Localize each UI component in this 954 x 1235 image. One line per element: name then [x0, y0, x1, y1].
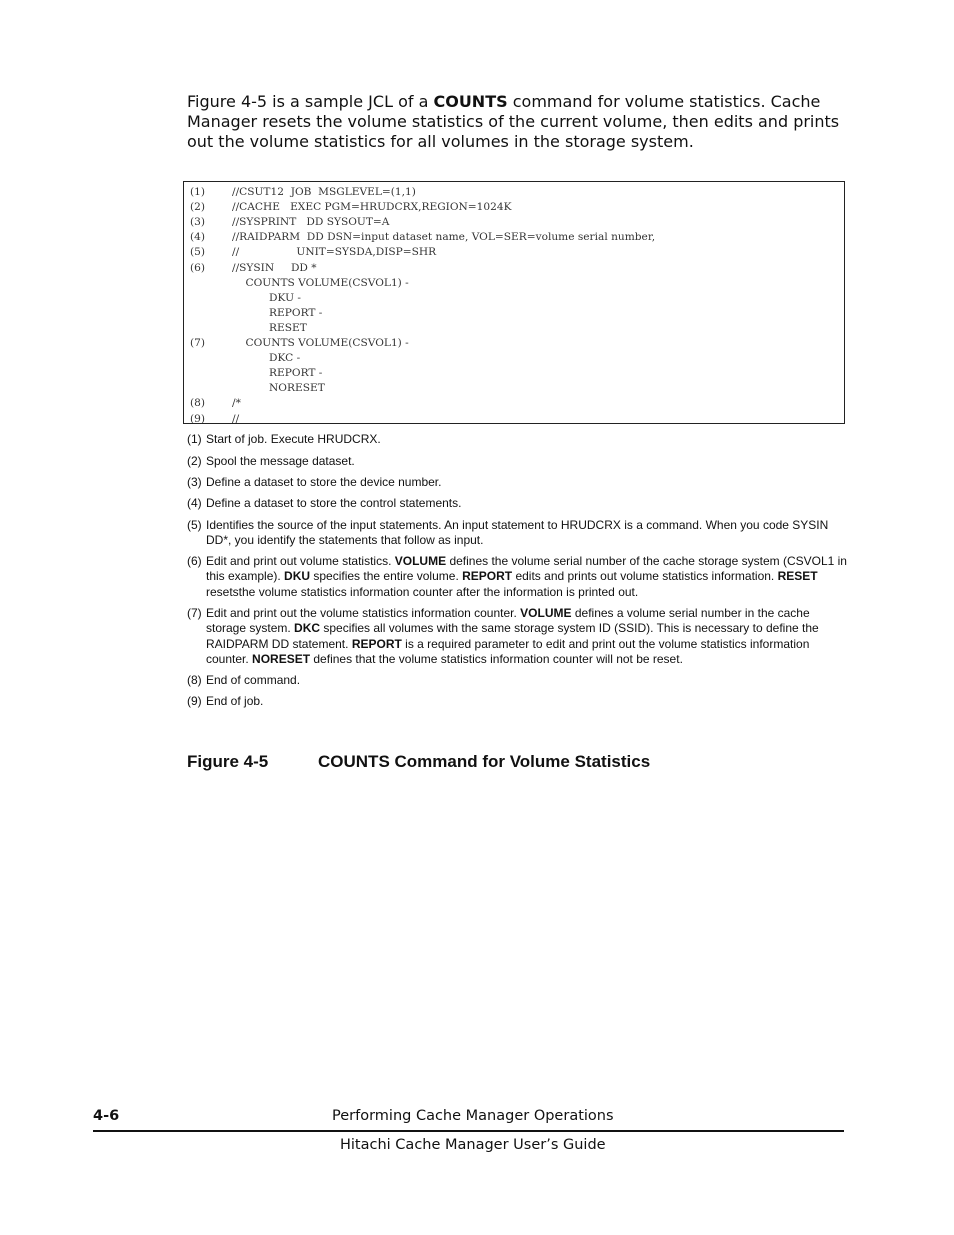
code-line: [190, 366, 322, 381]
code-line: [190, 412, 239, 427]
code-line-text: COUNTS VOLUME(CSVOL1) -: [232, 276, 409, 289]
figure-caption: [187, 751, 651, 773]
code-line-number: (1): [190, 186, 206, 198]
note-text: [206, 606, 847, 667]
code-line-text: NORESET: [232, 382, 325, 395]
note-text-part: specifies all volumes with the same storage system ID (SSID). This is necessary to define the RAIDPARM DD statement.: [206, 621, 819, 651]
code-line: [190, 396, 241, 411]
note-text-part: resetsthe volume statistics information counter after the information is printed out.: [206, 584, 639, 599]
footer-chapter-title: Performing Cache Manager Operations: [332, 1108, 614, 1124]
note-keyword: DKC: [294, 621, 321, 636]
intro-paragraph: [187, 92, 847, 152]
note-text-part: End of job.: [206, 694, 264, 708]
code-line: [190, 261, 317, 276]
note-number: (9): [187, 694, 202, 708]
code-line: [190, 381, 325, 396]
note-item: [187, 673, 847, 688]
code-line: [190, 306, 322, 321]
code-line-text: COUNTS VOLUME(CSVOL1) -: [232, 337, 409, 349]
note-item: [187, 606, 847, 667]
note-text: [206, 673, 847, 688]
note-number: (2): [187, 454, 202, 468]
note-text: [206, 694, 847, 709]
footer-rule: [93, 1130, 844, 1132]
code-line-text: REPORT -: [232, 367, 323, 380]
jcl-code-box: [183, 181, 845, 424]
note-item: [187, 694, 847, 709]
intro-prefix: Figure 4-5 is a sample JCL of a: [187, 92, 434, 111]
note-number: (5): [187, 518, 202, 532]
code-line-number: (7): [190, 337, 206, 349]
note-text-part: Edit and print out volume statistics.: [206, 554, 395, 568]
note-keyword: REPORT: [351, 636, 402, 651]
code-line-text: //SYSPRINT DD SYSOUT=A: [232, 216, 390, 229]
note-item: [187, 432, 847, 447]
note-text-part: edits and prints out volume statistics information.: [512, 569, 778, 584]
footer-guide-title: Hitachi Cache Manager User’s Guide: [340, 1137, 606, 1153]
code-line: [190, 321, 307, 336]
code-line-text: //CACHE EXEC PGM=HRUDCRX,REGION=1024K: [232, 201, 512, 214]
note-number: (3): [187, 475, 202, 489]
note-text-part: Spool the message dataset.: [206, 454, 355, 468]
code-line-text: DKU -: [232, 291, 301, 304]
code-line-text: //: [232, 412, 240, 425]
note-text-part: defines the volume serial number of the cache storage system (CSVOL1 in this example).: [206, 554, 847, 584]
note-text-part: End of command.: [206, 673, 301, 687]
note-number: (4): [187, 496, 202, 510]
code-line-number: (5): [190, 246, 206, 259]
note-item: [187, 496, 847, 511]
code-line: [190, 351, 300, 366]
code-line-text: RESET: [232, 321, 307, 334]
code-line-text: //SYSIN DD *: [232, 261, 317, 274]
note-keyword: VOLUME: [394, 554, 447, 568]
note-text-part: Define a dataset to store the device number.: [206, 475, 442, 489]
code-line-text: REPORT -: [232, 306, 323, 319]
note-text: [206, 518, 847, 549]
code-line-text: /*: [232, 397, 241, 410]
note-text-part: specifies the entire volume.: [310, 569, 463, 584]
note-text-part: defines a volume serial number in the cache storage system.: [206, 606, 810, 636]
note-text-part: Define a dataset to store the control statements.: [206, 496, 462, 510]
code-line: [190, 215, 389, 230]
note-number: (6): [187, 554, 202, 568]
code-line: [190, 185, 416, 200]
code-line-number: (9): [190, 412, 206, 425]
note-text-part: Identifies the source of the input statements. An input statement to HRUDCRX is a command. When you code SYSIN DD*, you identify the statements that follow as input.: [206, 518, 829, 548]
code-line: [190, 291, 301, 306]
note-number: (7): [187, 606, 202, 620]
note-text-part: defines that the volume statistics information counter will not be reset.: [310, 651, 683, 666]
figure-label: Figure 4-5: [187, 752, 269, 771]
note-text: [206, 496, 847, 511]
code-line-number: (3): [190, 216, 206, 229]
note-text: [206, 432, 847, 447]
figure-title: COUNTS Command for Volume Statistics: [318, 752, 651, 771]
note-item: [187, 518, 847, 549]
note-text: [206, 454, 847, 469]
note-keyword: RESET: [777, 569, 818, 584]
note-item: [187, 454, 847, 469]
note-item: [187, 554, 847, 600]
note-text: [206, 475, 847, 490]
code-line: [190, 276, 409, 291]
code-line-number: (8): [190, 397, 206, 410]
code-line-number: (2): [190, 201, 206, 214]
code-line: [190, 245, 436, 260]
note-item: [187, 475, 847, 490]
intro-suffix: command for volume statistics. Cache Manager resets the volume statistics of the current volume, then edits and prints out the volume statistics for all volumes in the storage system.: [187, 92, 840, 151]
note-text: [206, 554, 847, 600]
note-keyword: REPORT: [462, 569, 513, 584]
note-number: (8): [187, 673, 202, 687]
code-line-text: //RAIDPARM DD DSN=input dataset name, VOL=SER=volume serial number,: [232, 231, 656, 244]
note-number: (1): [187, 432, 202, 446]
code-line-text: DKC -: [232, 352, 301, 365]
code-line-text: //CSUT12 JOB MSGLEVEL=(1,1): [232, 186, 416, 198]
code-line-number: (6): [190, 261, 206, 274]
note-text-part: Start of job. Execute HRUDCRX.: [206, 432, 381, 446]
note-keyword: NORESET: [252, 651, 311, 666]
note-text-part: Edit and print out the volume statistics information counter.: [206, 606, 521, 620]
code-line: [190, 336, 409, 351]
code-line-number: (4): [190, 231, 206, 244]
note-keyword: DKU: [284, 569, 311, 584]
code-line: [190, 230, 655, 245]
note-text-part: is a required parameter to edit and print out the volume statistics information counter.: [206, 636, 810, 666]
note-keyword: VOLUME: [520, 606, 572, 620]
intro-bold-command: COUNTS: [433, 92, 508, 111]
code-line: [190, 200, 512, 215]
code-line-text: // UNIT=SYSDA,DISP=SHR: [232, 246, 437, 259]
page-number: 4-6: [93, 1108, 120, 1124]
